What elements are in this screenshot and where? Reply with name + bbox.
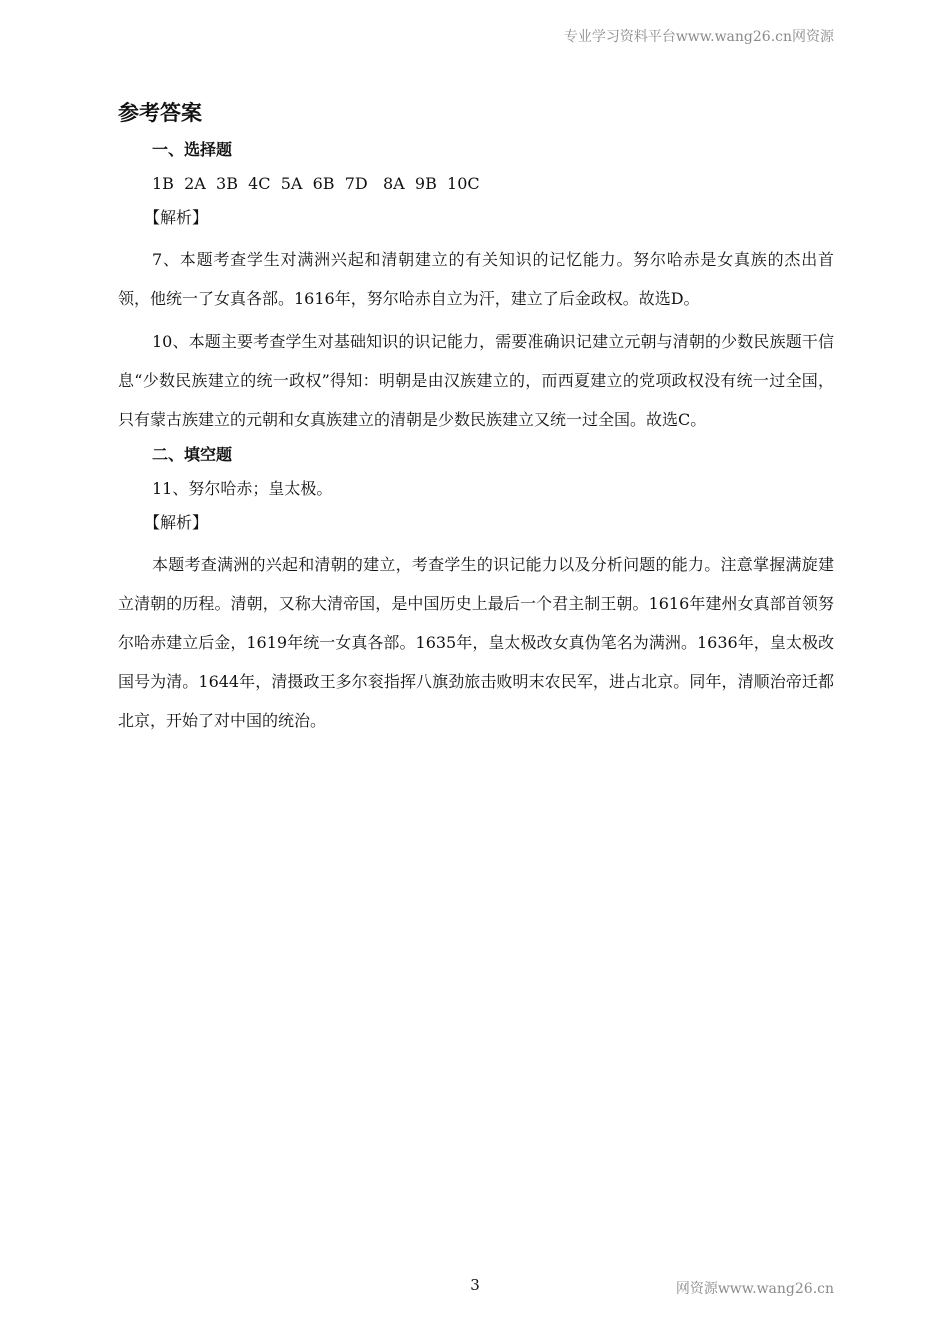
section-heading-choice: 一、选择题 — [152, 140, 233, 159]
analysis-paragraph-fill: 本题考查满洲的兴起和清朝的建立，考查学生的识记能力以及分析问题的能力。注意掌握满旋建立清朝的历程。清朝，又称大清帝国，是中国历史上最后一个君主制王朝。1616年建州女真部首领努尔哈赤建立后金，1619年统一女真各部。1635年，皇太极改女真伪笔名为满洲。1636年，皇太极改国号为清。1644年，清摄政王多尔衮指挥八旗劲旅击败明末农民军，进占北京。同年，清顺治帝迁都北京，开始了对中国的统治。 — [118, 555, 834, 730]
section-heading-fill: 二、填空题 — [152, 445, 233, 464]
analysis-paragraph-q10: 10、本题主要考查学生对基础知识的识记能力，需要准确识记建立元朝与清朝的少数民族题干信息“少数民族建立的统一政权”得知：明朝是由汉族建立的，而西夏建立的党项政权没有统一过全国，只有蒙古族建立的元朝和女真族建立的清朝是少数民族建立又统一过全国。故选C。 — [118, 332, 834, 429]
choice-answers: 1B 2A 3B 4C 5A 6B 7D 8A 9B 10C — [152, 174, 480, 193]
analysis-paragraph-q7: 7、本题考查学生对满洲兴起和清朝建立的有关知识的记忆能力。努尔哈赤是女真族的杰出首领，他统一了女真各部。1616年，努尔哈赤自立为汗，建立了后金政权。故选D。 — [118, 250, 834, 308]
answer-document — [118, 100, 834, 740]
analysis-label-fill: 【解析】 — [144, 513, 209, 532]
analysis-label-choice: 【解析】 — [144, 208, 209, 227]
header-watermark: 专业学习资料平台www.wang26.cn网资源 — [563, 29, 834, 45]
page-title: 参考答案 — [118, 100, 202, 125]
page-number: 3 — [470, 1276, 480, 1294]
fill-answer: 11、努尔哈赤；皇太极。 — [152, 479, 333, 498]
footer-watermark: 网资源www.wang26.cn — [675, 1281, 834, 1297]
